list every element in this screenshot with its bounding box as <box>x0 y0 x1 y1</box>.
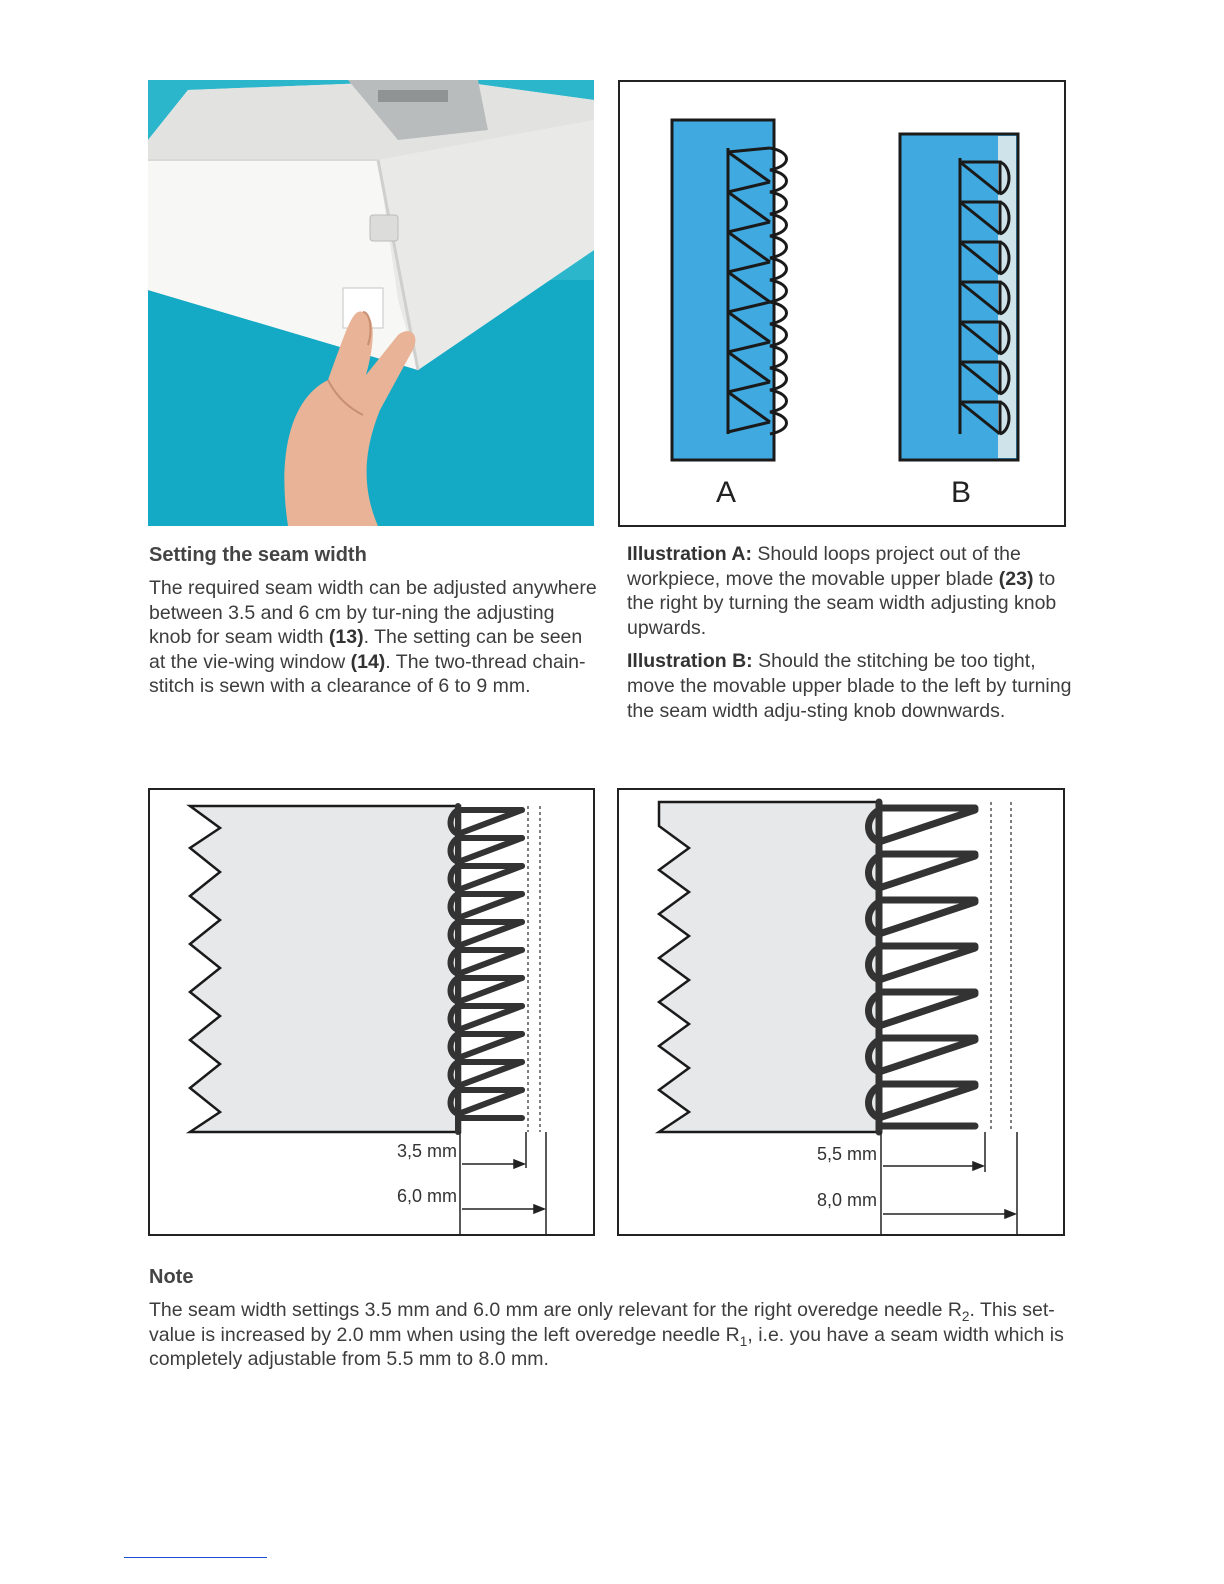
dim-inner-label: 5,5 mm <box>816 1144 877 1164</box>
note-body <box>149 1298 1089 1372</box>
illustration-b-body: Should the stitching be too tight, move the movable upper blade to the left by turning the seam width adju-sting knob downwards. <box>627 650 1072 722</box>
note-sub-2: 2 <box>961 1309 970 1324</box>
note-title: Note <box>149 1266 194 1288</box>
illustration-notes <box>627 542 1087 723</box>
illustration-b-text <box>627 649 1087 723</box>
label-a: A <box>715 476 737 509</box>
section-body-3: . The two-thread chain-stitch is sewn with a clearance of 6 to 9 mm. <box>149 650 586 698</box>
section-body-1: The required seam width can be adjusted anywhere between 3.5 and 6 cm by tur-ning the adjusting knob for seam width <box>149 577 597 649</box>
footer-divider <box>124 1557 267 1558</box>
note-sub-1: 1 <box>739 1333 748 1349</box>
ref-14: (14) <box>350 650 386 673</box>
label-b: B <box>950 476 972 509</box>
sewing-machine-photo <box>148 80 594 526</box>
note-text-2: . This set-value is increased by 2.0 mm when using the left overedge needle R <box>149 1299 1055 1346</box>
section-body-2: . The setting can be seen at the vie-wing window <box>149 626 583 673</box>
illustration-a-label: Illustration A: <box>627 543 752 565</box>
note-text-3: , i.e. you have a seam width which is completely adjustable from 5.5 mm to 8.0 mm. <box>149 1323 1064 1371</box>
illustration-a-text <box>627 542 1087 640</box>
ref-23: (23) <box>998 567 1034 590</box>
ref-13: (13) <box>328 626 364 649</box>
dim-outer-label: 6,0 mm <box>396 1186 457 1206</box>
illustration-a-text-1: Should loops project out of the workpiece, move the movable upper blade <box>627 543 1021 590</box>
seam-width-figure-narrow <box>148 788 595 1236</box>
seam-width-section <box>149 542 599 699</box>
illustration-b-label: Illustration B: <box>627 650 753 673</box>
section-title: Setting the seam width <box>149 544 367 566</box>
dim-outer-label: 8,0 mm <box>816 1190 877 1210</box>
seam-width-figure-wide <box>617 788 1065 1236</box>
dim-inner-label: 3,5 mm <box>396 1141 457 1161</box>
section-body <box>149 576 599 699</box>
illustration-a-text-2: to the right by turning the seam width adjusting knob upwards. <box>627 567 1057 639</box>
note-text-1: The seam width settings 3.5 mm and 6.0 mm are only relevant for the right overedge needle R <box>149 1299 962 1321</box>
note-section <box>149 1264 1089 1372</box>
illustration-ab-figure <box>618 80 1066 527</box>
